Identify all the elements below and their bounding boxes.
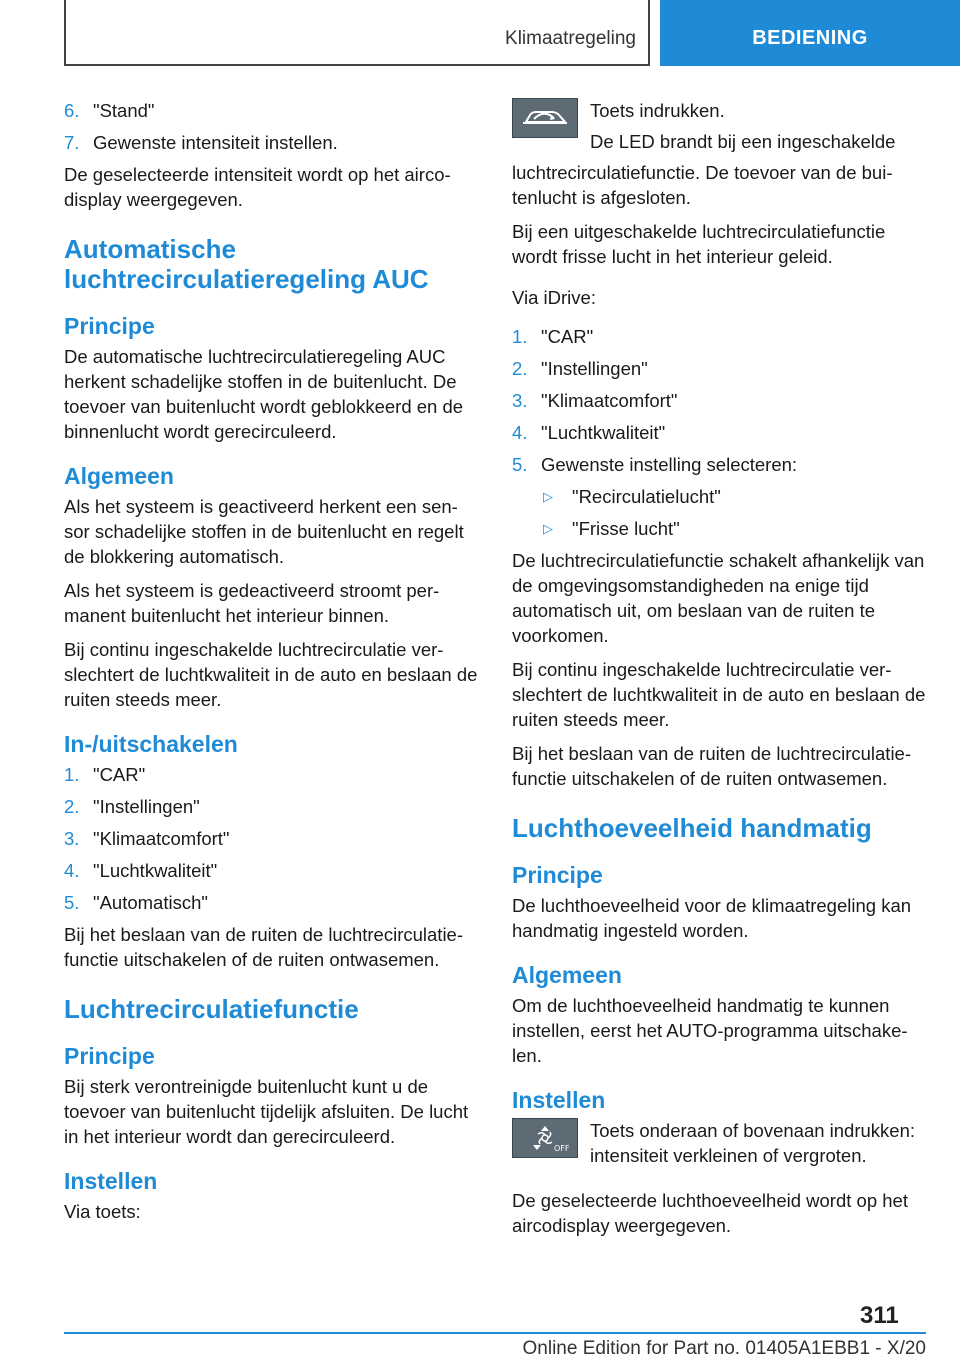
- continuous-paragraph: Bij continu ingeschakelde luchtrecirculatie ver-slechtert de luchtkwaliteit in de auto en beslaan de ruiten steeds meer.: [512, 659, 926, 730]
- svg-text:OFF: OFF: [554, 1144, 570, 1153]
- list-item: 7. Gewenste intensiteit instellen.: [64, 132, 338, 153]
- luchtrecirculatiefunctie-heading: Luchtrecirculatiefunctie: [64, 994, 359, 1024]
- recirculation-car-icon: [512, 98, 578, 138]
- list-item: 6. "Stand": [64, 100, 155, 121]
- triangle-bullet-icon: ▷: [543, 521, 553, 536]
- principe-paragraph: De automatische luchtrecirculatieregeling AUC herkent schadelijke stoffen in de buitenlucht. De toevoer van buitenlucht wordt geblokkeerd en de binnenlucht wordt gerecirculeerd.: [64, 346, 464, 442]
- inuitschakelen-heading: In-/uitschakelen: [64, 731, 238, 757]
- instellen-paragraph: Via toets:: [64, 1201, 141, 1222]
- header-rule-bottom: [64, 64, 650, 66]
- list-item: 3. "Klimaatcomfort": [64, 828, 230, 849]
- intro-paragraph: De geselecteerde intensiteit wordt op het airco-display weergegeven.: [64, 164, 451, 210]
- list-item: ▷ "Frisse lucht": [543, 518, 680, 539]
- beslaan-paragraph: Bij het beslaan van de ruiten de luchtrecirculatie-functie uitschakelen of de ruiten ontwasemen.: [512, 743, 912, 789]
- recirc-button-row: [512, 98, 928, 160]
- principe-paragraph-2: Bij sterk verontreinigde buitenlucht kunt u de toevoer van buitenlucht tijdelijk afsluiten. De lucht in het interieur wordt dan gerecirculeerd.: [64, 1076, 469, 1147]
- fan-final-paragraph: De geselecteerde luchthoeveelheid wordt op het aircodisplay weergegeven.: [512, 1190, 908, 1236]
- list-item: 4. "Luchtkwaliteit": [512, 422, 666, 443]
- principe-heading-3: Principe: [512, 862, 603, 888]
- algemeen-paragraph-4: Om de luchthoeveelheid handmatig te kunnen instellen, eerst het AUTO-programma uitschake-len.: [512, 995, 908, 1066]
- inuit-steps: [64, 762, 480, 915]
- intro-steps: [64, 98, 480, 155]
- fan-button-row: [512, 1118, 928, 1174]
- fan-instruction: Toets onderaan of bovenaan indrukken: intensiteit verkleinen of vergroten.: [590, 1120, 916, 1166]
- principe-heading-2: Principe: [64, 1043, 155, 1069]
- idrive-substeps: [512, 484, 928, 541]
- list-item: 1. "CAR": [512, 326, 594, 347]
- list-item: 4. "Luchtkwaliteit": [64, 860, 218, 881]
- recirc-led-continued: luchtrecirculatiefunctie. De toevoer van de bui-tenlucht is afgesloten.: [512, 162, 893, 208]
- right-column: [512, 98, 928, 1247]
- page-number: 311: [860, 1302, 899, 1329]
- idrive-steps: [512, 324, 928, 477]
- left-column: [64, 98, 480, 1233]
- algemeen-heading: Algemeen: [64, 463, 174, 489]
- instellen-heading: Instellen: [64, 1168, 158, 1194]
- algemeen-paragraph-1: Als het systeem is geactiveerd herkent een sen-sor schadelijke stoffen in de buitenlucht en regelt de blokkering automatisch.: [64, 496, 464, 567]
- list-item: 5. Gewenste instelling selecteren:: [512, 454, 798, 475]
- list-item: 1. "CAR": [64, 764, 146, 785]
- principe-heading: Principe: [64, 313, 155, 339]
- chapter-tab: BEDIENING: [660, 0, 960, 66]
- page-header: [0, 0, 960, 68]
- list-item: 2. "Instellingen": [64, 796, 200, 817]
- recirc-led-text: De LED brandt bij een ingeschakelde: [590, 131, 896, 152]
- recirc-off-paragraph: Bij een uitgeschakelde luchtrecirculatiefunctie wordt frisse lucht in het interieur geleid.: [512, 221, 886, 267]
- instellen-heading-2: Instellen: [512, 1087, 606, 1113]
- auc-heading: Automatische luchtrecirculatieregeling AUC: [64, 234, 429, 294]
- list-item: 5. "Automatisch": [64, 892, 208, 913]
- luchthoeveelheid-heading: Luchthoeveelheid handmatig: [512, 813, 872, 843]
- principe-paragraph-3: De luchthoeveelheid voor de klimaatregeling kan handmatig ingesteld worden.: [512, 895, 912, 941]
- algemeen-paragraph-2: Als het systeem is gedeactiveerd stroomt per-manent buitenlucht het interieur binnen.: [64, 580, 440, 626]
- list-item: 2. "Instellingen": [512, 358, 648, 379]
- list-item: ▷ "Recirculatielucht": [543, 486, 721, 507]
- footer-edition: Online Edition for Part no. 01405A1EBB1 - X/20: [522, 1338, 926, 1359]
- idrive-label: Via iDrive:: [512, 287, 596, 308]
- footer-rule: [64, 1332, 926, 1334]
- algemeen-heading-2: Algemeen: [512, 962, 622, 988]
- fan-speed-icon: [512, 1118, 578, 1158]
- recirc-instruction: Toets indrukken.: [590, 100, 725, 121]
- auto-off-paragraph: De luchtrecirculatiefunctie schakelt afhankelijk van de omgevingsomstandigheden na enige tijd automatisch uit, om beslaan van de ruiten te voorkomen.: [512, 550, 925, 646]
- list-item: 3. "Klimaatcomfort": [512, 390, 678, 411]
- triangle-bullet-icon: ▷: [543, 489, 553, 504]
- inuit-paragraph: Bij het beslaan van de ruiten de luchtrecirculatie-functie uitschakelen of de ruiten ontwasemen.: [64, 924, 464, 970]
- section-title: Klimaatregeling: [505, 28, 636, 49]
- header-rule-mid: [648, 0, 650, 66]
- algemeen-paragraph-3: Bij continu ingeschakelde luchtrecirculatie ver-slechtert de luchtkwaliteit in de auto en beslaan de ruiten steeds meer.: [64, 639, 478, 710]
